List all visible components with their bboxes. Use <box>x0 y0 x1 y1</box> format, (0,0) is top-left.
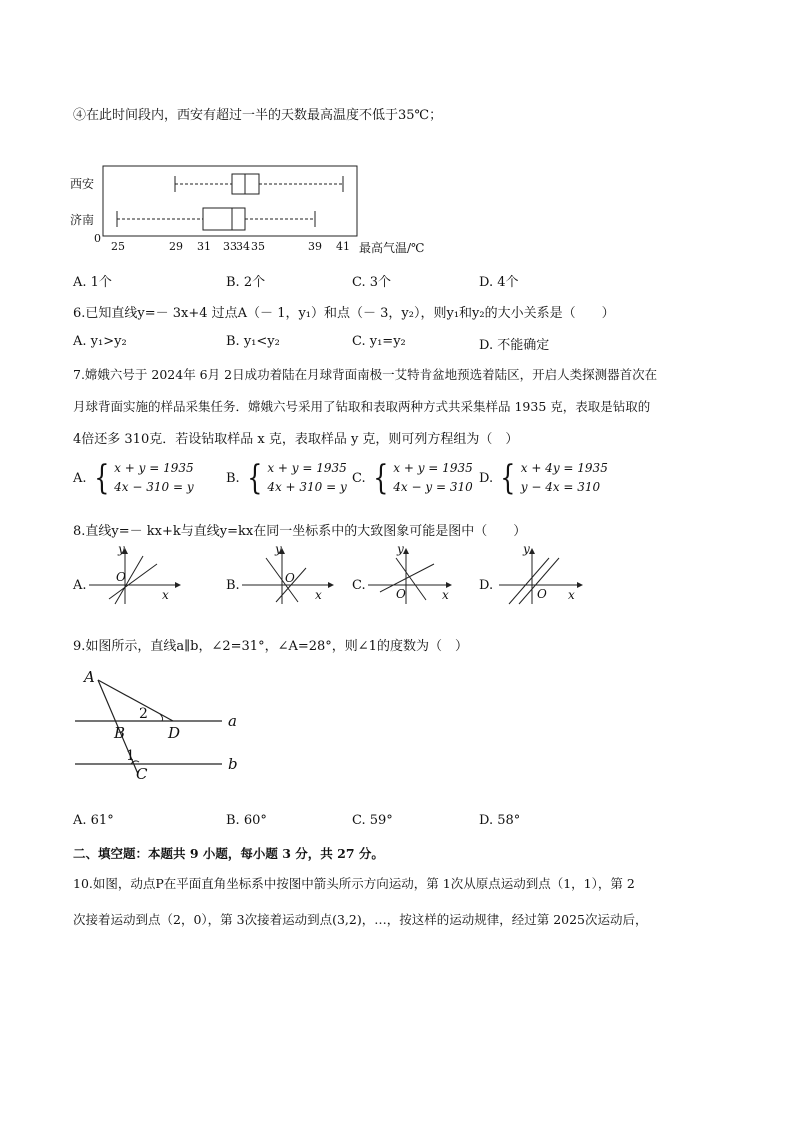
q10-line-2: 次接着运动到点（2，0），第 3次接着运动到点(3,2)，…，按这样的运动规律，经过第 2025次运动后， <box>73 912 648 927</box>
origin-label: O <box>537 587 547 601</box>
row-label-xian: 西安 <box>70 177 95 191</box>
tick-31: 31 <box>197 240 211 253</box>
q8-option-c[interactable] <box>352 544 462 604</box>
option-label: B. <box>226 578 240 593</box>
eq-1: x + y = 1935 <box>267 461 347 475</box>
axis-zero: 0 <box>94 232 101 245</box>
point-d-label: D <box>168 724 181 742</box>
option-label: D. <box>479 578 494 593</box>
box <box>203 208 245 230</box>
origin-label: O <box>285 571 295 585</box>
eq-1: x + 4y = 1935 <box>520 461 608 475</box>
tick-33: 33 <box>223 240 237 253</box>
q10-line-1: 10.如图，动点P在平面直角坐标系中按图中箭头所示方向运动，第 1次从原点运动到点（1，1），第 2 <box>73 876 635 891</box>
q8-stem: 8.直线y=－ kx+k与直线y=kx在同一坐标系中的大致图象可能是图中（ ） <box>73 524 527 539</box>
option-label: B. <box>226 470 240 486</box>
point-a-label: A <box>84 668 95 686</box>
axis-x-label: x <box>442 588 449 602</box>
axis-y-label: y <box>118 542 125 556</box>
q5-option-d[interactable]: D. 4个 <box>479 275 519 290</box>
q9-diagram <box>70 668 250 788</box>
axis-x-label: x <box>162 588 169 602</box>
q9-option-d[interactable]: D. 58° <box>479 813 521 828</box>
axis-y-label: y <box>523 542 530 556</box>
option-label: A. <box>73 578 87 593</box>
eq-2: y − 4x = 310 <box>520 480 601 494</box>
brace-icon: { <box>246 458 263 498</box>
boxplot-frame <box>103 166 357 236</box>
tick-39: 39 <box>308 240 322 253</box>
q5-statement-4: ④在此时间段内，西安有超过一半的天数最高温度不低于35℃； <box>73 108 443 123</box>
eq-2: 4x − 310 = y <box>114 480 194 494</box>
brace-icon: { <box>372 458 389 498</box>
q7-option-b[interactable] <box>226 459 347 497</box>
q5-option-c[interactable]: C. 3个 <box>352 275 392 290</box>
line-b-label: b <box>228 755 238 773</box>
origin-label: O <box>116 570 126 584</box>
option-label: C. <box>352 578 366 593</box>
origin-label: O <box>396 587 406 601</box>
brace-icon: { <box>93 458 109 498</box>
q6-stem: 6.已知直线y=－ 3x+4 过点A（－ 1，y₁）和点（－ 3，y₂），则y₁和y₂的大小关系是（ ） <box>73 306 615 321</box>
tick-41: 41 <box>336 240 350 253</box>
axis-y-label: y <box>397 542 404 556</box>
q9-option-b[interactable]: B. 60° <box>226 813 267 828</box>
option-label: D. <box>479 470 494 486</box>
angle-1-label: 1 <box>126 748 135 764</box>
q7-line-2: 月球背面实施的样品采集任务．嫦娥六号采用了钻取和表取两种方式共采集样品 1935 克，表取是钻取的 <box>73 399 651 414</box>
brace-icon: { <box>500 458 516 498</box>
q6-option-b[interactable]: B. y₁<y₂ <box>226 334 280 349</box>
boxplot-row-xian <box>175 174 343 194</box>
axis-x-label: x <box>568 588 575 602</box>
row-label-jinan: 济南 <box>70 213 95 227</box>
option-label: A. <box>73 470 87 486</box>
q5-option-a[interactable]: A. 1个 <box>73 275 112 290</box>
boxplot-figure <box>70 162 425 257</box>
q7-option-a[interactable] <box>73 459 194 497</box>
tick-25: 25 <box>111 240 125 253</box>
segment-ad <box>98 680 173 721</box>
boxplot-row-jinan <box>117 208 315 230</box>
section-2-heading: 二、填空题：本题共 9 小题，每小题 3 分，共 27 分。 <box>73 846 384 861</box>
q7-option-c[interactable] <box>352 459 473 497</box>
tick-29: 29 <box>169 240 183 253</box>
q9-option-a[interactable]: A. 61° <box>73 813 114 828</box>
point-b-label: B <box>114 724 126 742</box>
option-label: C. <box>352 470 366 486</box>
tick-35: 35 <box>251 240 265 253</box>
eq-2: 4x − y = 310 <box>393 480 473 494</box>
line-a-label: a <box>228 712 237 730</box>
q8-option-b[interactable] <box>226 544 336 604</box>
q7-option-d[interactable] <box>479 459 608 497</box>
q9-stem: 9.如图所示，直线a∥b，∠2=31°，∠A=28°，则∠1的度数为（ ） <box>73 639 468 654</box>
angle-2-label: 2 <box>139 706 148 722</box>
tick-34: 34 <box>236 240 250 253</box>
eq-1: x + y = 1935 <box>393 461 473 475</box>
q8-option-d[interactable] <box>479 544 589 604</box>
eq-2: 4x + 310 = y <box>267 480 347 494</box>
eq-1: x + y = 1935 <box>114 461 194 475</box>
axis-x-label: x <box>315 588 322 602</box>
axis-title: 最高气温/℃ <box>359 241 425 255</box>
q7-line-3: 4倍还多 310克．若设钻取样品 x 克，表取样品 y 克，则可列方程组为（ ） <box>73 432 519 447</box>
q9-option-c[interactable]: C. 59° <box>352 813 393 828</box>
q6-option-d[interactable]: D. 不能确定 <box>479 338 550 353</box>
axis-y-label: y <box>275 542 282 556</box>
q5-option-b[interactable]: B. 2个 <box>226 275 266 290</box>
point-c-label: C <box>136 765 148 783</box>
q8-option-a[interactable] <box>73 544 183 604</box>
q6-option-c[interactable]: C. y₁=y₂ <box>352 334 406 349</box>
q9-figure <box>70 668 250 788</box>
q6-option-a[interactable]: A. y₁>y₂ <box>73 334 127 349</box>
q7-line-1: 7.嫦娥六号于 2024年 6月 2日成功着陆在月球背面南极一艾特肯盆地预选着陆区，开启人类探测器首次在 <box>73 367 658 382</box>
